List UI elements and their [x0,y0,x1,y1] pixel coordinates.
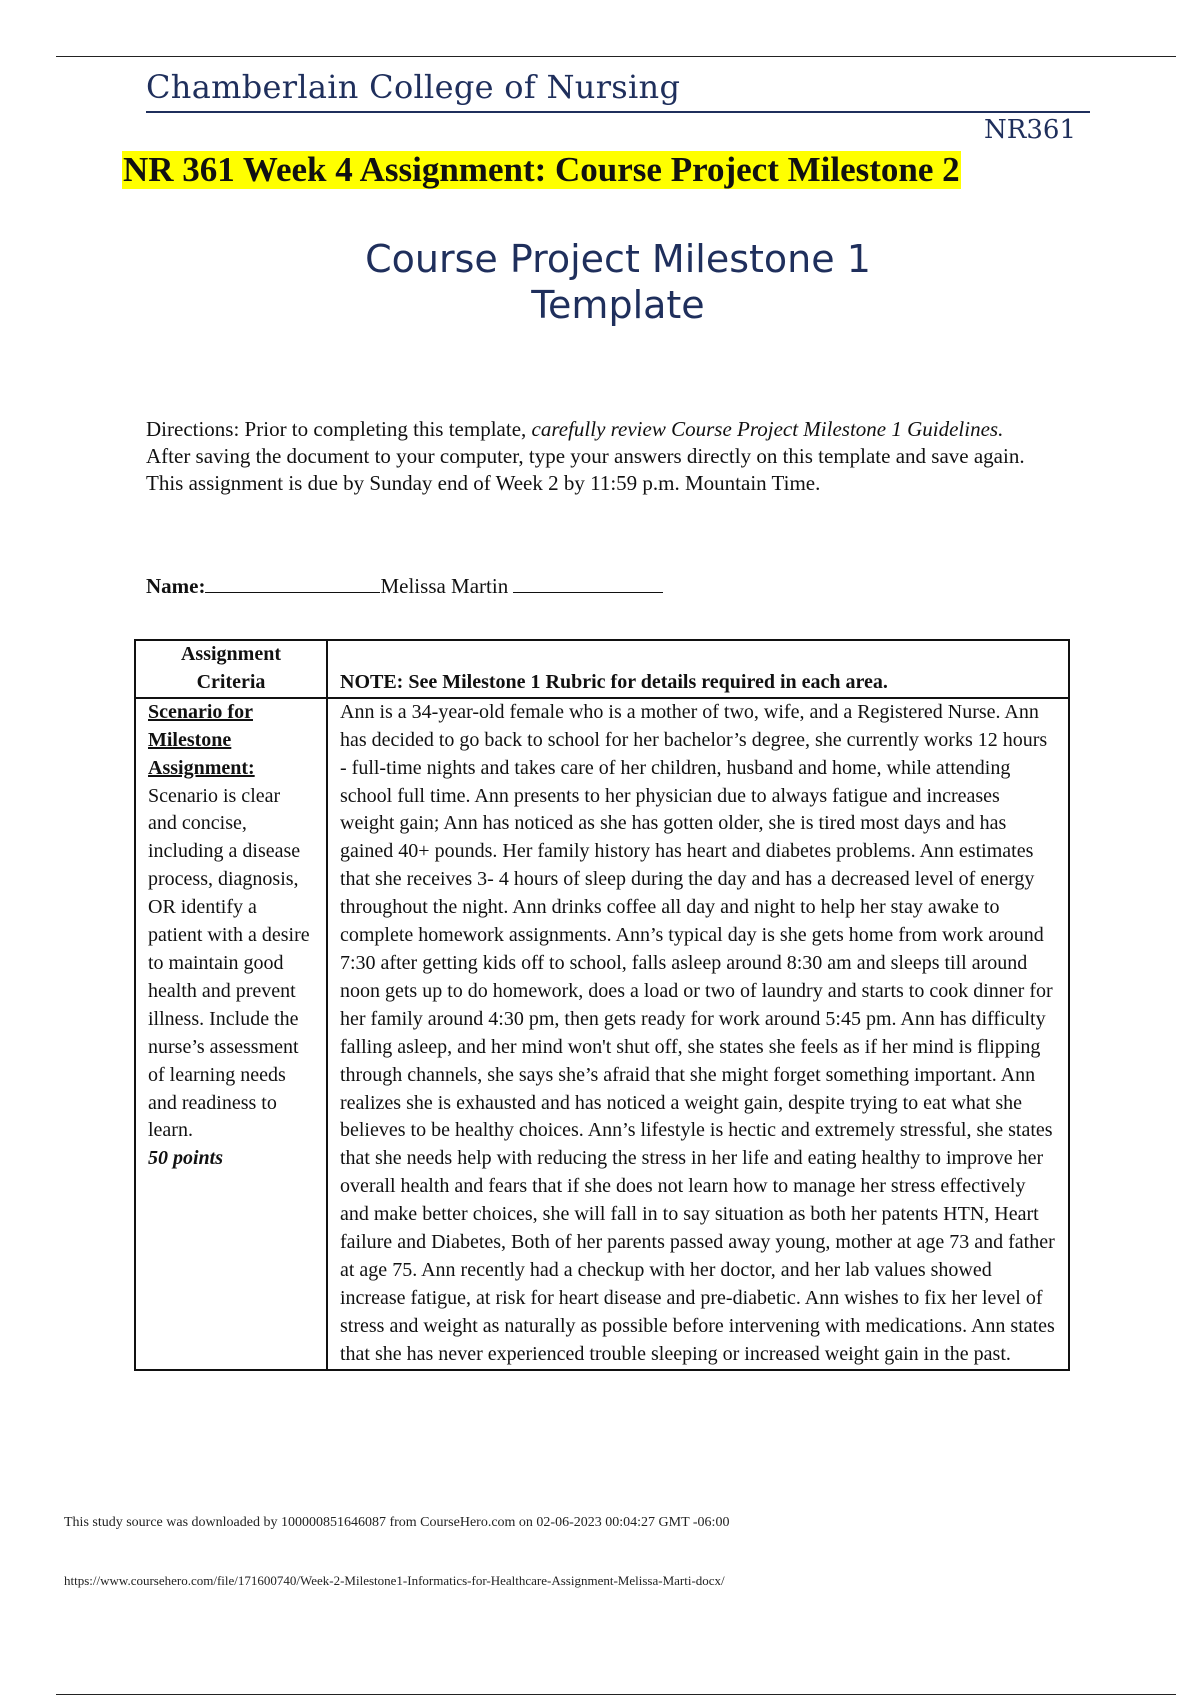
header-left-line2: Criteria [196,670,266,693]
directions-emphasis: carefully review Course Project Milestone 1 Guidelines. [531,417,1004,441]
assignment-title: NR 361 Week 4 Assignment: Course Project Milestone 2 [123,150,960,189]
college-name: Chamberlain College of Nursing [146,68,681,106]
source-url[interactable]: https://www.coursehero.com/file/171600740/Week-2-Milestone1-Informatics-for-Healthcare-Assignment-Melissa-Marti-docx/ [64,1573,725,1588]
top-page-rule [56,56,1176,57]
directions-paragraph [146,416,1046,497]
table-row [135,698,1069,1370]
name-field [146,570,663,600]
header-note-cell: NOTE: See Milestone 1 Rubric for details required in each area. [327,640,1069,698]
download-note: This study source was downloaded by 100000851646087 from CourseHero.com on 02-06-2023 00:04:27 GMT -06:00 [64,1515,730,1530]
course-code: NR361 [984,115,1076,145]
criteria-table [134,639,1070,1371]
name-underline-left [205,570,380,593]
criteria-points: 50 points [148,1147,224,1170]
table-header-row [135,640,1069,698]
header-left-line1: Assignment [180,643,281,665]
template-title-line1: Course Project Milestone 1 [365,237,871,281]
scenario-cell[interactable]: Ann is a 34-year-old female who is a mother of two, wife, and a Registered Nurse. Ann has decided to go back to school for her bachelor’s degree, she currently works 12 hours - full-time nights and takes care of her children, husband and home, while attending school full time. Ann presents to her physician due to always fatigue and increases weight gain; Ann has noticed as she has gotten older, she is tired most days and has gained 40+ pounds. Her family history has heart and diabetes problems. Ann estimates that she receives 3- 4 hours of sleep during the day and has a decreased level of energy throughout the night. Ann drinks coffee all day and night to help her stay awake to complete homework assignments. Ann’s typical day is she gets home from work around 7:30 after getting kids off to school, falls asleep around 8:30 am and sleeps till around noon gets up to do homework, does a load or two of laundry and starts to cook dinner for her family around 4:30 pm, then gets ready for work around 5:45 pm. Ann has difficulty falling asleep, and her mind won't shut off, she states she feels as if her mind is flipping through channels, she says she’s afraid that she might forget something important. Ann realizes she is exhausted and has noticed a weight gain, despite trying to eat what she believes to be healthy choices. Ann’s lifestyle is hectic and extremely stressful, she states that she needs help with reducing the stress in her life and eating healthy to improve her overall health and fears that if she does not learn how to manage her stress effectively and make better choices, she will fall in to say situation as both her patents HTN, Heart failure and Diabetes, Both of her parents passed away young, mother at age 73 and father at age 75. Ann recently had a checkup with her doctor, and her lab values showed increase fatigue, at risk for heart disease and pre-diabetic. Ann wishes to fix her level of stress and weight as naturally as possible before intervening with medications. Ann states that she has never experienced trouble sleeping or increased weight gain in the past. [327,698,1069,1370]
template-title-line2: Template [531,283,705,327]
directions-rest: After saving the document to your computer, type your answers directly on this template and save again. This assignment is due by Sunday end of Week 2 by 11:59 p.m. Mountain Time. [146,444,1025,495]
directions-lead: Directions: Prior to completing this template, [146,417,532,441]
name-label: Name: [146,574,206,598]
bottom-page-rule [56,1694,1176,1695]
name-underline-right [513,570,663,593]
criteria-heading: Scenario for Milestone Assignment: [148,700,255,779]
criteria-text: Scenario is clear and concise, including a disease process, diagnosis, OR identify a patient with a desire to maintain good health and prevent illness. Include the nurse’s assessment of learning needs and readiness to learn. [148,784,310,1142]
college-header-rule [146,111,1090,113]
name-value[interactable]: Melissa Martin [380,574,509,598]
criteria-cell [135,698,327,1370]
header-criteria-cell [135,640,327,698]
template-title [300,236,936,328]
